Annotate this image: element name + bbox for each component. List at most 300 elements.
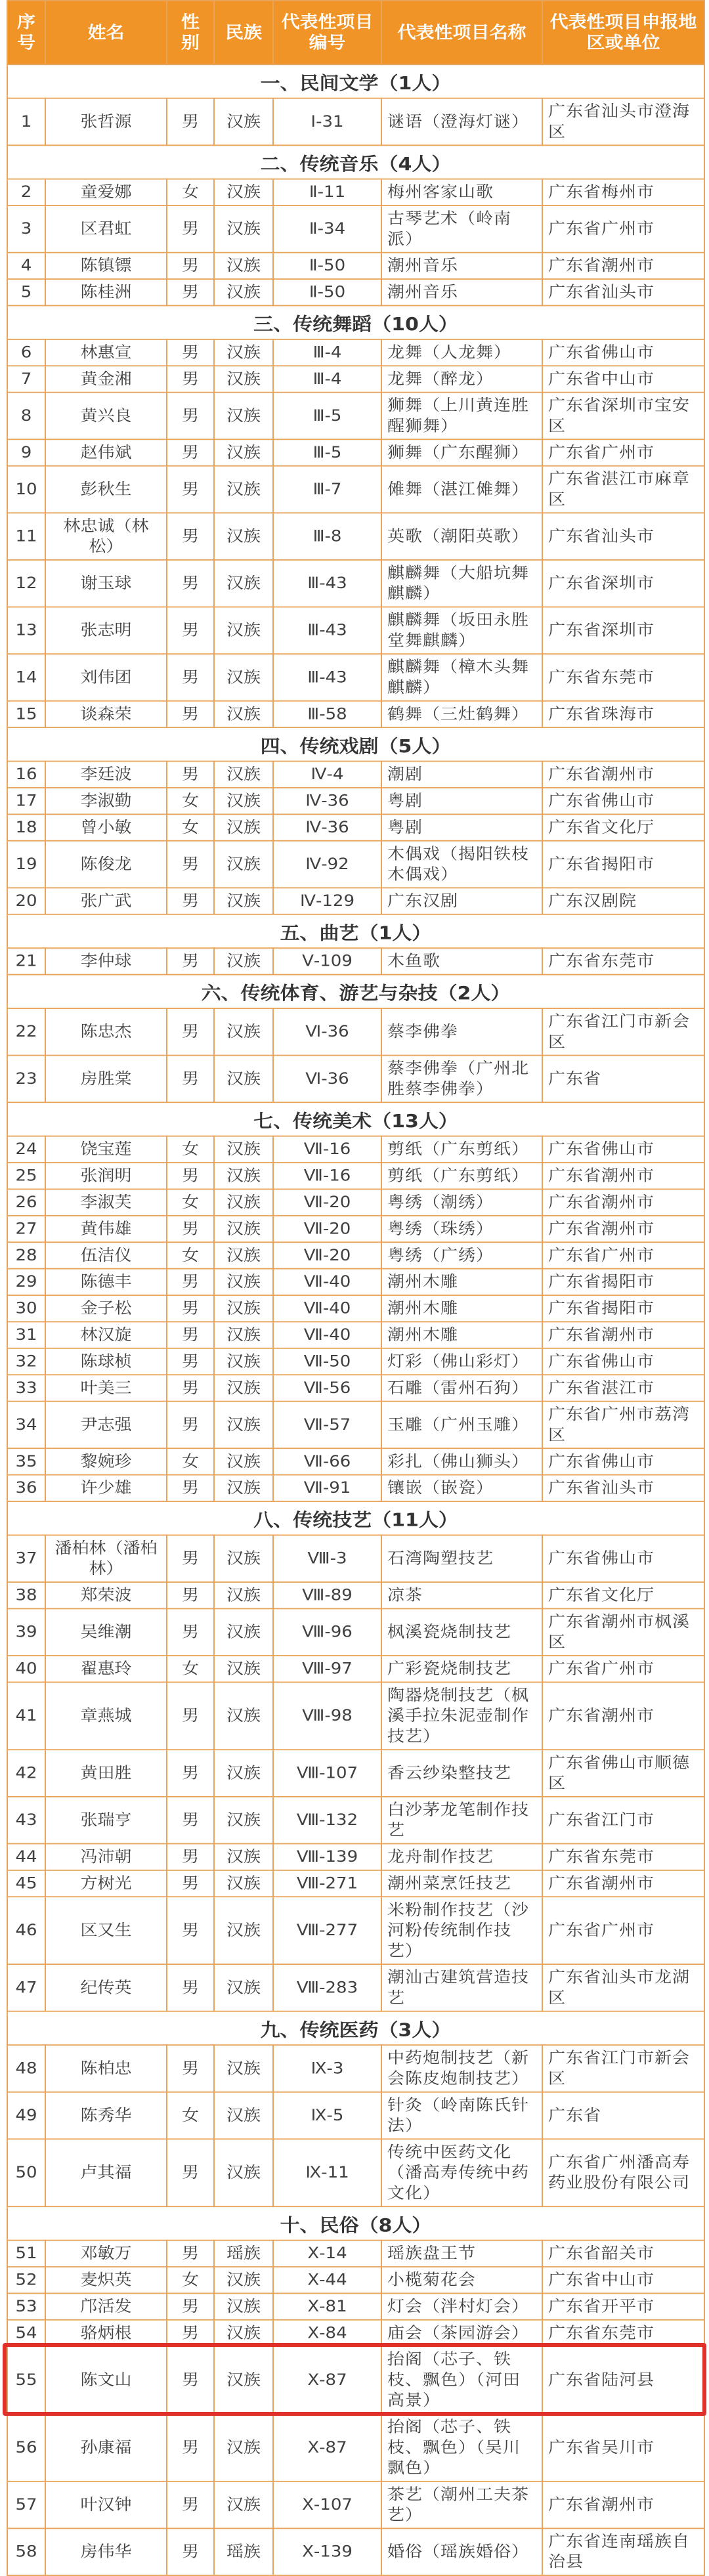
cell-no: 3 <box>7 205 45 253</box>
cell-ethnicity: 汉族 <box>214 1964 273 2011</box>
table-row <box>7 2346 704 2414</box>
cell-ethnicity: 瑶族 <box>214 2528 273 2575</box>
cell-no: 9 <box>7 439 45 465</box>
cell-unit: 广东省 <box>542 1056 704 1103</box>
cell-unit: 广东省潮州市 <box>542 1682 704 1750</box>
inheritor-table <box>7 0 705 2576</box>
table-row <box>7 1295 704 1321</box>
cell-no: 22 <box>7 1008 45 1056</box>
cell-unit: 广东省吴川市 <box>542 2414 704 2481</box>
cell-ethnicity: 汉族 <box>214 2481 273 2529</box>
cell-project-code: Ⅲ-43 <box>273 560 381 607</box>
cell-gender: 女 <box>167 1242 214 1268</box>
cell-no: 19 <box>7 841 45 888</box>
section-header <box>7 727 704 761</box>
cell-unit: 广东省汕头市澄海区 <box>542 98 704 146</box>
section-title: 十、民俗（8人） <box>7 2206 704 2240</box>
cell-ethnicity: 汉族 <box>214 2414 273 2481</box>
cell-ethnicity: 汉族 <box>214 1582 273 1608</box>
cell-unit: 广东省广州市 <box>542 1897 704 1964</box>
cell-gender: 男 <box>167 1608 214 1656</box>
cell-name: 李仲球 <box>45 948 167 974</box>
cell-project-name: 白沙茅龙笔制作技艺 <box>381 1797 542 1844</box>
cell-project-name: 梅州客家山歌 <box>381 179 542 205</box>
cell-project-code: Ⅱ-11 <box>273 179 381 205</box>
cell-project-name: 英歌（潮阳英歌） <box>381 513 542 560</box>
cell-no: 7 <box>7 366 45 392</box>
cell-project-name: 谜语（澄海灯谜） <box>381 98 542 146</box>
section-title: 九、传统医药（3人） <box>7 2011 704 2045</box>
cell-no: 20 <box>7 888 45 914</box>
cell-name: 陈文山 <box>45 2346 167 2414</box>
table-row <box>7 1189 704 1215</box>
cell-project-code: Ⅷ-271 <box>273 1870 381 1897</box>
cell-project-name: 灯会（泮村灯会） <box>381 2293 542 2319</box>
cell-gender: 男 <box>167 1843 214 1870</box>
cell-project-code: Ⅱ-50 <box>273 253 381 279</box>
cell-name: 饶宝莲 <box>45 1136 167 1163</box>
table-row <box>7 1475 704 1501</box>
section-header <box>7 1501 704 1535</box>
cell-project-code: Ⅶ-16 <box>273 1163 381 1189</box>
table-row <box>7 1448 704 1474</box>
cell-gender: 男 <box>167 2346 214 2414</box>
cell-no: 8 <box>7 393 45 440</box>
cell-no: 15 <box>7 701 45 727</box>
cell-name: 卢其福 <box>45 2139 167 2206</box>
cell-project-name: 潮汕古建筑营造技艺 <box>381 1964 542 2011</box>
cell-project-name: 茶艺（潮州工夫茶艺） <box>381 2481 542 2529</box>
cell-no: 37 <box>7 1535 45 1582</box>
cell-no: 30 <box>7 1295 45 1321</box>
cell-project-code: Ⅷ-89 <box>273 1582 381 1608</box>
cell-ethnicity: 汉族 <box>214 1448 273 1474</box>
table-row <box>7 2414 704 2481</box>
cell-no: 26 <box>7 1189 45 1215</box>
cell-ethnicity: 汉族 <box>214 1750 273 1797</box>
table-row <box>7 1163 704 1189</box>
cell-ethnicity: 汉族 <box>214 948 273 974</box>
cell-no: 58 <box>7 2528 45 2575</box>
table-row <box>7 1375 704 1401</box>
cell-project-code: Ⅲ-8 <box>273 513 381 560</box>
cell-project-code: Ⅶ-20 <box>273 1242 381 1268</box>
cell-gender: 男 <box>167 701 214 727</box>
cell-gender: 女 <box>167 2267 214 2293</box>
cell-gender: 男 <box>167 439 214 465</box>
cell-no: 57 <box>7 2481 45 2529</box>
cell-project-name: 狮舞（广东醒狮） <box>381 439 542 465</box>
cell-project-name: 小榄菊花会 <box>381 2267 542 2293</box>
cell-project-name: 广彩瓷烧制技艺 <box>381 1656 542 1682</box>
cell-gender: 男 <box>167 2139 214 2206</box>
table-row <box>7 279 704 305</box>
section-title: 四、传统戏剧（5人） <box>7 727 704 761</box>
cell-unit: 广东省佛山市 <box>542 1136 704 1163</box>
cell-project-name: 麒麟舞（大船坑舞麒麟） <box>381 560 542 607</box>
cell-project-name: 龙舟制作技艺 <box>381 1843 542 1870</box>
cell-name: 童爱娜 <box>45 179 167 205</box>
cell-name: 黄金湘 <box>45 366 167 392</box>
cell-name: 陈秀华 <box>45 2092 167 2139</box>
cell-unit: 广东省 <box>542 2092 704 2139</box>
cell-ethnicity: 汉族 <box>214 1348 273 1375</box>
cell-no: 13 <box>7 607 45 655</box>
table-row <box>7 701 704 727</box>
cell-ethnicity: 汉族 <box>214 339 273 366</box>
cell-name: 张润明 <box>45 1163 167 1189</box>
cell-gender: 男 <box>167 1535 214 1582</box>
table-row <box>7 1008 704 1056</box>
cell-unit: 广东省广州市 <box>542 439 704 465</box>
cell-no: 32 <box>7 1348 45 1375</box>
table-row <box>7 1321 704 1348</box>
cell-name: 尹志强 <box>45 1402 167 1449</box>
table-row <box>7 1964 704 2011</box>
cell-project-code: Ⅸ-11 <box>273 2139 381 2206</box>
cell-name: 李淑勤 <box>45 788 167 814</box>
cell-name: 陈镇镖 <box>45 253 167 279</box>
cell-unit: 广东省广州潘高寿药业股份有限公司 <box>542 2139 704 2206</box>
cell-project-name: 龙舞（醉龙） <box>381 366 542 392</box>
cell-no: 12 <box>7 560 45 607</box>
cell-unit: 广东省珠海市 <box>542 701 704 727</box>
cell-name: 李淑芙 <box>45 1189 167 1215</box>
cell-gender: 男 <box>167 339 214 366</box>
cell-project-code: Ⅲ-5 <box>273 439 381 465</box>
cell-unit: 广东省开平市 <box>542 2293 704 2319</box>
cell-project-name: 灯彩（佛山彩灯） <box>381 1348 542 1375</box>
cell-project-name: 古琴艺术（岭南派） <box>381 205 542 253</box>
cell-ethnicity: 汉族 <box>214 2346 273 2414</box>
cell-name: 孙康福 <box>45 2414 167 2481</box>
cell-no: 43 <box>7 1797 45 1844</box>
cell-project-name: 玉雕（广州玉雕） <box>381 1402 542 1449</box>
cell-name: 黎婉珍 <box>45 1448 167 1474</box>
cell-project-code: Ⅳ-129 <box>273 888 381 914</box>
cell-gender: 男 <box>167 2528 214 2575</box>
cell-unit: 广东省潮州市 <box>542 253 704 279</box>
cell-project-code: Ⅲ-58 <box>273 701 381 727</box>
cell-name: 邓敏万 <box>45 2241 167 2267</box>
cell-gender: 男 <box>167 1750 214 1797</box>
section-header <box>7 305 704 339</box>
cell-ethnicity: 汉族 <box>214 1008 273 1056</box>
cell-gender: 男 <box>167 841 214 888</box>
cell-project-code: Ⅹ-84 <box>273 2320 381 2346</box>
cell-ethnicity: 汉族 <box>214 1321 273 1348</box>
cell-ethnicity: 汉族 <box>214 2320 273 2346</box>
cell-unit: 广东省中山市 <box>542 2267 704 2293</box>
cell-project-name: 枫溪瓷烧制技艺 <box>381 1608 542 1656</box>
header-row <box>7 1 704 64</box>
cell-project-name: 潮州木雕 <box>381 1321 542 1348</box>
cell-gender: 男 <box>167 560 214 607</box>
cell-gender: 男 <box>167 1216 214 1242</box>
cell-project-name: 傩舞（湛江傩舞） <box>381 466 542 513</box>
cell-unit: 广东省汕头市 <box>542 513 704 560</box>
cell-unit: 广东省连南瑶族自治县 <box>542 2528 704 2575</box>
cell-ethnicity: 汉族 <box>214 1843 273 1870</box>
cell-no: 18 <box>7 814 45 840</box>
cell-no: 48 <box>7 2045 45 2092</box>
cell-ethnicity: 汉族 <box>214 1242 273 1268</box>
cell-gender: 男 <box>167 1870 214 1897</box>
cell-gender: 女 <box>167 1136 214 1163</box>
cell-no: 23 <box>7 1056 45 1103</box>
cell-project-code: Ⅷ-139 <box>273 1843 381 1870</box>
section-header <box>7 2206 704 2240</box>
cell-project-code: Ⅶ-50 <box>273 1348 381 1375</box>
cell-no: 11 <box>7 513 45 560</box>
cell-ethnicity: 汉族 <box>214 607 273 655</box>
cell-gender: 男 <box>167 948 214 974</box>
cell-gender: 男 <box>167 1008 214 1056</box>
cell-project-name: 镶嵌（嵌瓷） <box>381 1475 542 1501</box>
cell-gender: 男 <box>167 393 214 440</box>
section-title: 二、传统音乐（4人） <box>7 145 704 179</box>
cell-name: 刘伟团 <box>45 654 167 701</box>
cell-name: 邝活发 <box>45 2293 167 2319</box>
section-title: 一、民间文学（1人） <box>7 64 704 98</box>
cell-name: 陈桂洲 <box>45 279 167 305</box>
cell-project-name: 彩扎（佛山狮头） <box>381 1448 542 1474</box>
cell-project-name: 婚俗（瑶族婚俗） <box>381 2528 542 2575</box>
section-header <box>7 2011 704 2045</box>
cell-unit: 广东省江门市新会区 <box>542 2045 704 2092</box>
cell-gender: 男 <box>167 2481 214 2529</box>
cell-gender: 男 <box>167 1321 214 1348</box>
cell-ethnicity: 汉族 <box>214 1608 273 1656</box>
cell-project-code: Ⅷ-107 <box>273 1750 381 1797</box>
table-row <box>7 607 704 655</box>
table-row <box>7 1870 704 1897</box>
table-row <box>7 2045 704 2092</box>
cell-project-code: Ⅶ-16 <box>273 1136 381 1163</box>
cell-unit: 广东省潮州市 <box>542 1321 704 1348</box>
cell-ethnicity: 汉族 <box>214 701 273 727</box>
cell-ethnicity: 汉族 <box>214 1295 273 1321</box>
section-header <box>7 914 704 948</box>
cell-gender: 男 <box>167 1797 214 1844</box>
table-row <box>7 1136 704 1163</box>
cell-ethnicity: 汉族 <box>214 466 273 513</box>
cell-project-code: Ⅹ-107 <box>273 2481 381 2529</box>
cell-unit: 广东省潮州市 <box>542 1870 704 1897</box>
header-gender: 性别 <box>167 1 214 64</box>
cell-name: 冯沛朝 <box>45 1843 167 1870</box>
cell-name: 章燕城 <box>45 1682 167 1750</box>
cell-gender: 男 <box>167 2045 214 2092</box>
header-name: 姓名 <box>45 1 167 64</box>
cell-no: 33 <box>7 1375 45 1401</box>
cell-name: 彭秋生 <box>45 466 167 513</box>
cell-no: 41 <box>7 1682 45 1750</box>
table-row <box>7 253 704 279</box>
header-project-code: 代表性项目编号 <box>273 1 381 64</box>
cell-unit: 广东省佛山市 <box>542 1448 704 1474</box>
cell-project-code: Ⅱ-34 <box>273 205 381 253</box>
cell-ethnicity: 汉族 <box>214 1897 273 1964</box>
cell-ethnicity: 汉族 <box>214 1163 273 1189</box>
cell-unit: 广东省揭阳市 <box>542 1269 704 1295</box>
cell-ethnicity: 汉族 <box>214 841 273 888</box>
cell-unit: 广东省文化厅 <box>542 814 704 840</box>
cell-ethnicity: 汉族 <box>214 560 273 607</box>
cell-unit: 广东省潮州市 <box>542 2481 704 2529</box>
cell-gender: 男 <box>167 2414 214 2481</box>
cell-ethnicity: 汉族 <box>214 2267 273 2293</box>
table-row <box>7 788 704 814</box>
cell-no: 28 <box>7 1242 45 1268</box>
cell-project-code: Ⅹ-14 <box>273 2241 381 2267</box>
cell-project-name: 粤绣（潮绣） <box>381 1189 542 1215</box>
cell-ethnicity: 汉族 <box>214 888 273 914</box>
cell-unit: 广东省汕头市 <box>542 1475 704 1501</box>
cell-no: 10 <box>7 466 45 513</box>
cell-unit: 广东省佛山市 <box>542 1348 704 1375</box>
table-row <box>7 1535 704 1582</box>
cell-unit: 广东汉剧院 <box>542 888 704 914</box>
cell-no: 51 <box>7 2241 45 2267</box>
cell-project-name: 麒麟舞（樟木头舞麒麟） <box>381 654 542 701</box>
cell-project-code: Ⅲ-43 <box>273 654 381 701</box>
cell-name: 陈忠杰 <box>45 1008 167 1056</box>
cell-project-name: 潮州音乐 <box>381 279 542 305</box>
cell-ethnicity: 汉族 <box>214 654 273 701</box>
cell-name: 郑荣波 <box>45 1582 167 1608</box>
cell-project-name: 石湾陶塑技艺 <box>381 1535 542 1582</box>
section-title: 六、传统体育、游艺与杂技（2人） <box>7 975 704 1008</box>
cell-project-name: 粤绣（广绣） <box>381 1242 542 1268</box>
cell-gender: 男 <box>167 1475 214 1501</box>
cell-name: 张广武 <box>45 888 167 914</box>
table-row <box>7 1750 704 1797</box>
cell-project-name: 抬阁（芯子、铁枝、飘色）（河田高景） <box>381 2346 542 2414</box>
cell-project-code: Ⅴ-109 <box>273 948 381 974</box>
section-title: 八、传统技艺（11人） <box>7 1501 704 1535</box>
cell-name: 谈森荣 <box>45 701 167 727</box>
cell-project-name: 凉茶 <box>381 1582 542 1608</box>
cell-gender: 男 <box>167 2320 214 2346</box>
cell-unit: 广东省深圳市 <box>542 607 704 655</box>
table-row <box>7 339 704 366</box>
cell-ethnicity: 汉族 <box>214 1056 273 1103</box>
table-row <box>7 1682 704 1750</box>
cell-unit: 广东省广州市 <box>542 205 704 253</box>
cell-project-name: 传统中医药文化（潘高寿传统中药文化） <box>381 2139 542 2206</box>
cell-gender: 男 <box>167 888 214 914</box>
cell-ethnicity: 汉族 <box>214 366 273 392</box>
table-row <box>7 1216 704 1242</box>
table-row <box>7 1348 704 1375</box>
cell-no: 35 <box>7 1448 45 1474</box>
cell-no: 21 <box>7 948 45 974</box>
cell-project-name: 广东汉剧 <box>381 888 542 914</box>
cell-no: 36 <box>7 1475 45 1501</box>
cell-ethnicity: 汉族 <box>214 1136 273 1163</box>
cell-name: 房胜棠 <box>45 1056 167 1103</box>
cell-name: 方树光 <box>45 1870 167 1897</box>
cell-name: 叶汉钟 <box>45 2481 167 2529</box>
cell-ethnicity: 汉族 <box>214 2293 273 2319</box>
cell-unit: 广东省东莞市 <box>542 1843 704 1870</box>
cell-unit: 广东省汕头市 <box>542 279 704 305</box>
table-row <box>7 1656 704 1682</box>
cell-project-code: Ⅹ-87 <box>273 2346 381 2414</box>
cell-no: 25 <box>7 1163 45 1189</box>
section-title: 五、曲艺（1人） <box>7 914 704 948</box>
cell-ethnicity: 汉族 <box>214 1656 273 1682</box>
cell-project-code: Ⅶ-91 <box>273 1475 381 1501</box>
cell-gender: 男 <box>167 1402 214 1449</box>
cell-unit: 广东省广州市 <box>542 1242 704 1268</box>
cell-unit: 广东省佛山市 <box>542 1535 704 1582</box>
cell-unit: 广东省深圳市宝安区 <box>542 393 704 440</box>
cell-gender: 男 <box>167 466 214 513</box>
cell-project-code: Ⅳ-4 <box>273 762 381 788</box>
cell-project-code: Ⅲ-7 <box>273 466 381 513</box>
cell-project-name: 米粉制作技艺（沙河粉传统制作技艺） <box>381 1897 542 1964</box>
cell-gender: 女 <box>167 1656 214 1682</box>
cell-gender: 男 <box>167 279 214 305</box>
cell-ethnicity: 汉族 <box>214 1189 273 1215</box>
cell-ethnicity: 汉族 <box>214 1475 273 1501</box>
cell-name: 谢玉球 <box>45 560 167 607</box>
cell-ethnicity: 汉族 <box>214 179 273 205</box>
cell-project-code: Ⅸ-5 <box>273 2092 381 2139</box>
cell-no: 24 <box>7 1136 45 1163</box>
cell-project-name: 潮州菜烹饪技艺 <box>381 1870 542 1897</box>
cell-ethnicity: 汉族 <box>214 1797 273 1844</box>
table-row <box>7 948 704 974</box>
cell-gender: 男 <box>167 762 214 788</box>
cell-ethnicity: 汉族 <box>214 1870 273 1897</box>
header-unit: 代表性项目申报地区或单位 <box>542 1 704 64</box>
table-row <box>7 205 704 253</box>
cell-ethnicity: 汉族 <box>214 1535 273 1582</box>
cell-ethnicity: 汉族 <box>214 1375 273 1401</box>
cell-project-name: 庙会（茶园游会） <box>381 2320 542 2346</box>
cell-unit: 广东省佛山市顺德区 <box>542 1750 704 1797</box>
section-title: 三、传统舞蹈（10人） <box>7 305 704 339</box>
cell-project-name: 木偶戏（揭阳铁枝木偶戏） <box>381 841 542 888</box>
cell-no: 49 <box>7 2092 45 2139</box>
cell-project-name: 粤绣（珠绣） <box>381 1216 542 1242</box>
table-row <box>7 1582 704 1608</box>
cell-project-name: 剪纸（广东剪纸） <box>381 1136 542 1163</box>
cell-no: 5 <box>7 279 45 305</box>
cell-ethnicity: 汉族 <box>214 2139 273 2206</box>
cell-project-code: Ⅶ-56 <box>273 1375 381 1401</box>
cell-project-name: 麒麟舞（坂田永胜堂舞麒麟） <box>381 607 542 655</box>
cell-name: 翟惠玲 <box>45 1656 167 1682</box>
cell-no: 45 <box>7 1870 45 1897</box>
cell-no: 46 <box>7 1897 45 1964</box>
cell-no: 29 <box>7 1269 45 1295</box>
table-row <box>7 366 704 392</box>
cell-no: 56 <box>7 2414 45 2481</box>
cell-project-name: 中药炮制技艺（新会陈皮炮制技艺） <box>381 2045 542 2092</box>
cell-project-name: 潮州音乐 <box>381 253 542 279</box>
cell-project-name: 蔡李佛拳 <box>381 1008 542 1056</box>
cell-unit: 广东省东莞市 <box>542 2320 704 2346</box>
cell-no: 31 <box>7 1321 45 1348</box>
cell-name: 林惠宣 <box>45 339 167 366</box>
cell-no: 17 <box>7 788 45 814</box>
cell-unit: 广东省潮州市 <box>542 762 704 788</box>
cell-project-code: Ⅷ-98 <box>273 1682 381 1750</box>
